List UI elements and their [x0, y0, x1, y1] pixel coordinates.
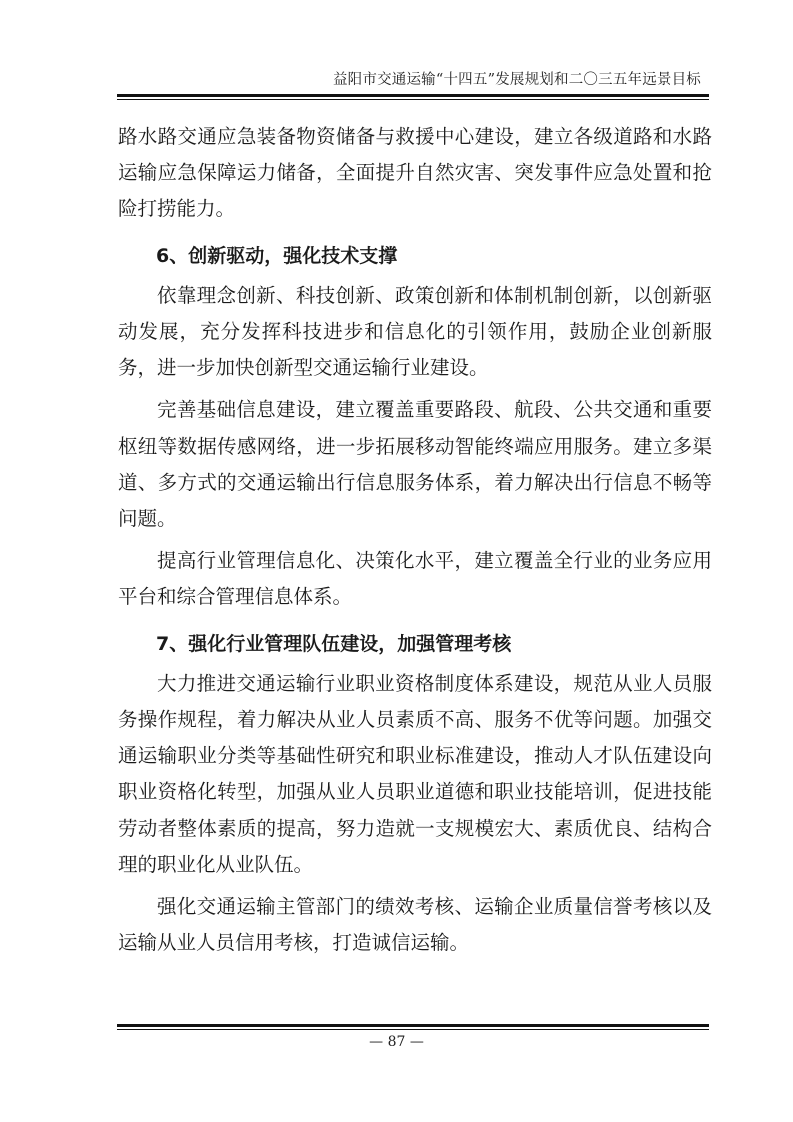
spacer — [118, 616, 712, 626]
section-heading-6: 6、创新驱动，强化技术支撑 — [156, 244, 398, 267]
page-number: — 87 — — [369, 1034, 424, 1050]
paragraph: 强化交通运输主管部门的绩效考核、运输企业质量信誉考核以及运输从业人员信用考核，打造诚信运输。 — [118, 895, 712, 955]
header-rule — [117, 94, 709, 97]
paragraph: 提高行业管理信息化、决策化水平，建立覆盖全行业的业务应用平台和综合管理信息体系。 — [118, 549, 712, 609]
paragraph: 大力推进交通运输行业职业资格制度体系建设，规范从业人员服务操作规程，着力解决从业人员素质不高、服务不优等问题。加强交通运输职业分类等基础性研究和职业标准建设，推动人才队伍建设向职业资格化转型，加强从业人员职业道德和职业技能培训，促进技能劳动者整体素质的提高，努力造就一支规模宏大、素质优良、结构合理的职业化从业队伍。 — [118, 671, 712, 876]
document-body — [118, 119, 712, 961]
paragraph-continuation: 路水路交通应急装备物资储备与救援中心建设，建立各级道路和水路运输应急保障运力储备，全面提升自然灾害、突发事件应急处置和抢险打捞能力。 — [118, 125, 712, 221]
header-title: 益阳市交通运输“十四五”发展规划和二〇三五年远景目标 — [332, 72, 701, 88]
spacer — [118, 228, 712, 238]
footer-rule-secondary — [117, 1029, 709, 1030]
paragraph: 依靠理念创新、科技创新、政策创新和体制机制创新，以创新驱动发展，充分发挥科技进步和信息化的引领作用，鼓励企业创新服务，进一步加快创新型交通运输行业建设。 — [118, 283, 712, 380]
header-rule-secondary — [117, 99, 709, 100]
paragraph: 完善基础信息建设，建立覆盖重要路段、航段、公共交通和重要枢纽等数据传感网络，进一步拓展移动智能终端应用服务。建立多渠道、多方式的交通运输出行信息服务体系，着力解决出行信息不畅等问题。 — [118, 398, 712, 531]
section-heading-7: 7、强化行业管理队伍建设，加强管理考核 — [156, 632, 512, 655]
footer-rule — [117, 1024, 709, 1027]
